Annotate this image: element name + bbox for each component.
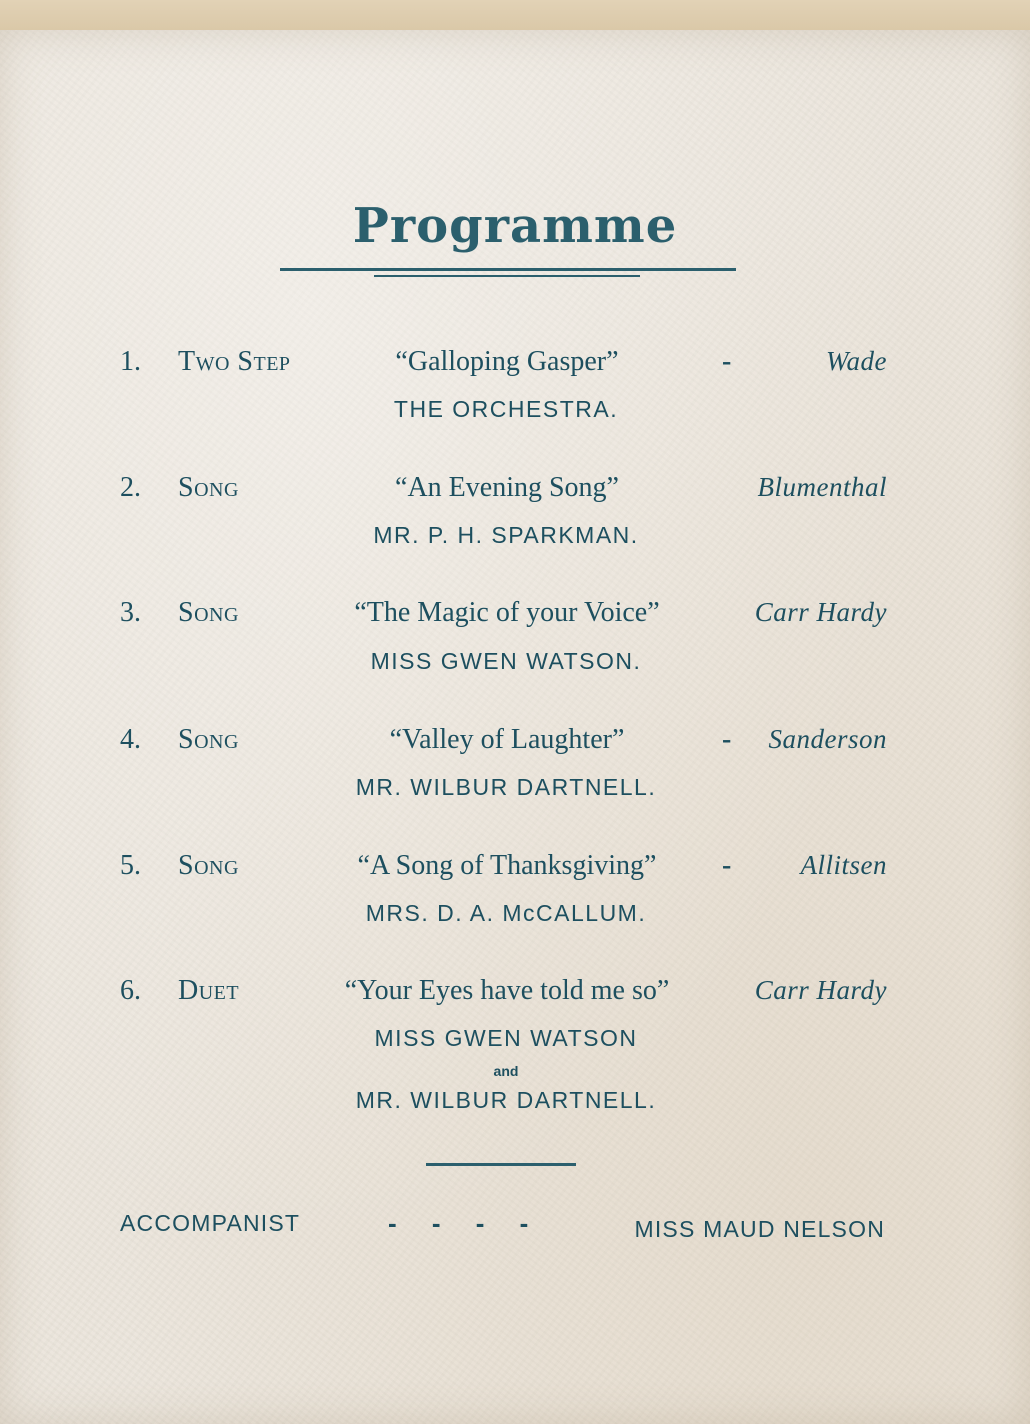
closing-rule <box>426 1163 576 1166</box>
item-performer: MR. P. H. SPARKMAN. <box>373 522 639 548</box>
item-performer: THE ORCHESTRA. <box>393 396 619 422</box>
item-type: Song <box>178 597 239 628</box>
item-piece-title: “Galloping Gasper” <box>395 346 619 377</box>
item-conjunction: and <box>493 1063 519 1079</box>
card-top-edge <box>0 0 1030 34</box>
item-dash: - <box>722 724 732 755</box>
item-composer: Allitsen <box>800 850 887 880</box>
item-performer: MISS GWEN WATSON. <box>370 648 642 674</box>
item-composer: Sanderson <box>768 724 887 754</box>
item-piece-title: “Your Eyes have told me so” <box>344 975 670 1006</box>
item-dash: - <box>722 850 732 881</box>
item-performer: MRS. D. A. McCALLUM. <box>365 900 647 926</box>
title-rule <box>280 268 736 271</box>
title-rule-secondary <box>374 275 640 277</box>
item-piece-title: “A Song of Thanksgiving” <box>357 850 657 881</box>
item-composer: Blumenthal <box>757 472 887 502</box>
item-number: 4. <box>120 724 141 755</box>
item-piece-title: “Valley of Laughter” <box>389 724 625 755</box>
item-number: 6. <box>120 975 141 1006</box>
item-piece-title: “The Magic of your Voice” <box>354 597 660 628</box>
accompanist-name: MISS MAUD NELSON <box>634 1216 885 1242</box>
item-number: 3. <box>120 597 141 628</box>
item-piece-title: “An Evening Song” <box>395 472 619 503</box>
item-dash: - <box>722 346 732 377</box>
programme-card <box>0 30 1030 1424</box>
item-performer: MR. WILBUR DARTNELL. <box>355 774 657 800</box>
accompanist-label: ACCOMPANIST <box>120 1210 301 1236</box>
item-type: Song <box>178 472 239 503</box>
item-performer: MISS GWEN WATSON <box>374 1025 638 1051</box>
item-composer: Carr Hardy <box>754 975 887 1005</box>
item-type: Song <box>178 850 239 881</box>
item-type: Song <box>178 724 239 755</box>
programme-title: Programme <box>352 198 678 254</box>
item-type: Duet <box>178 975 240 1006</box>
item-composer: Wade <box>826 346 887 376</box>
accompanist-leader-dots: - - - - <box>388 1208 529 1238</box>
item-number: 2. <box>120 472 141 503</box>
item-number: 5. <box>120 850 141 881</box>
item-performer: MR. WILBUR DARTNELL. <box>355 1087 657 1113</box>
item-composer: Carr Hardy <box>754 597 887 627</box>
item-type: Two Step <box>178 346 291 377</box>
item-number: 1. <box>120 346 141 377</box>
